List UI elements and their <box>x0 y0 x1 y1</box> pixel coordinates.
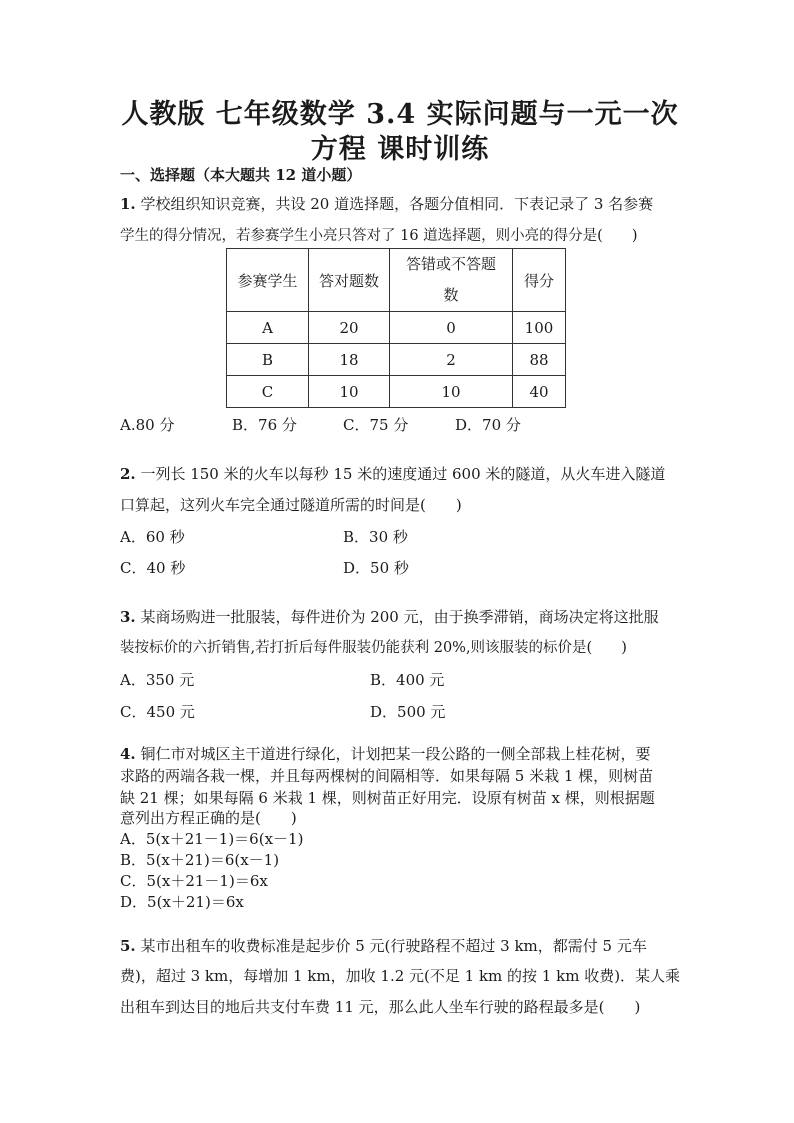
option-d: D．500 元 <box>370 703 446 721</box>
header-text: 答错或不答题 <box>405 255 496 273</box>
question-2-line-2: 口算起，这列火车完全通过隧道所需的时间是( ) <box>120 496 462 514</box>
question-number: 5. <box>120 937 136 955</box>
option-c: C．75 分 <box>343 416 409 434</box>
question-number: 1. <box>120 195 136 213</box>
question-4-line-3: 缺 21 棵；如果每隔 6 米栽 1 棵，则树苗正好用完．设原有树苗 x 棵，则根据题 <box>120 789 655 807</box>
table-header-row <box>227 249 566 312</box>
question-text: 某商场购进一批服装，每件进价为 200 元，由于换季滞销，商场决定将这批服 <box>140 608 659 626</box>
table-cell: 40 <box>513 376 566 408</box>
question-4-line-1 <box>120 744 650 764</box>
option-b: B．5(x＋21)＝6(x－1) <box>120 851 280 869</box>
option-a: A．60 秒 <box>120 528 185 546</box>
table-row <box>227 312 566 344</box>
option-a: A．5(x＋21－1)＝6(x－1) <box>120 830 304 848</box>
table-row <box>227 344 566 376</box>
question-text: 某市出租车的收费标准是起步价 5 元(行驶路程不超过 3 km，都需付 5 元车 <box>140 937 647 955</box>
table-cell: 18 <box>309 344 390 376</box>
question-5-line-1 <box>120 936 647 956</box>
option-c: C．40 秒 <box>120 559 186 577</box>
question-text: 一列长 150 米的火车以每秒 15 米的速度通过 600 米的隧道，从火车进入隧道 <box>140 465 666 483</box>
option-d: D．5(x＋21)＝6x <box>120 893 244 911</box>
question-1-line-1 <box>120 194 653 214</box>
table-cell: 10 <box>390 376 513 408</box>
header-text: 数 <box>443 286 459 304</box>
table-cell: A <box>227 312 309 344</box>
table-header-cell <box>390 249 513 312</box>
option-a: A.80 分 <box>120 416 175 434</box>
table-cell: B <box>227 344 309 376</box>
question-text: 学校组织知识竞赛，共设 20 道选择题，各题分值相同．下表记录了 3 名参赛 <box>140 195 654 213</box>
question-3-line-1 <box>120 607 659 627</box>
option-d: D．50 秒 <box>343 559 409 577</box>
question-4-line-2: 求路的两端各栽一棵，并且每两棵树的间隔相等．如果每隔 5 米栽 1 棵，则树苗 <box>120 767 654 785</box>
table-cell: 20 <box>309 312 390 344</box>
table-header-cell: 得分 <box>513 249 566 312</box>
section-heading: 一、选择题（本大题共 12 道小题） <box>120 166 362 184</box>
question-number: 2. <box>120 465 136 483</box>
table-header-cell: 答对题数 <box>309 249 390 312</box>
table-cell: C <box>227 376 309 408</box>
question-5-line-3: 出租车到达目的地后共支付车费 11 元，那么此人坐车行驶的路程最多是( ) <box>120 998 641 1016</box>
question-number: 4. <box>120 745 136 763</box>
option-b: B．76 分 <box>232 416 297 434</box>
question-number: 3. <box>120 608 136 626</box>
table-cell: 10 <box>309 376 390 408</box>
question-4-line-4: 意列出方程正确的是( ) <box>120 809 297 827</box>
table-header-cell: 参赛学生 <box>227 249 309 312</box>
table-cell: 2 <box>390 344 513 376</box>
option-c: C．5(x＋21－1)＝6x <box>120 872 268 890</box>
question-2-line-1 <box>120 464 665 484</box>
document-title-line-1: 人教版 七年级数学 3.4 实际问题与一元一次 <box>121 99 679 130</box>
option-d: D．70 分 <box>455 416 521 434</box>
question-3-line-2: 装按标价的六折销售,若打折后每件服装仍能获利 20%,则该服装的标价是( ) <box>120 640 627 656</box>
table-cell: 0 <box>390 312 513 344</box>
document-title-line-2: 方程 课时训练 <box>310 134 490 165</box>
question-5-line-2: 费)，超过 3 km，每增加 1 km，加收 1.2 元(不足 1 km 的按 1 km 收费)．某人乘 <box>120 967 681 985</box>
question-1-line-2: 学生的得分情况，若参赛学生小亮只答对了 16 道选择题，则小亮的得分是( ) <box>120 228 638 244</box>
table-cell: 88 <box>513 344 566 376</box>
option-a: A．350 元 <box>120 671 195 689</box>
score-table <box>226 248 566 408</box>
question-text: 铜仁市对城区主干道进行绿化，计划把某一段公路的一侧全部栽上桂花树，要 <box>140 745 651 763</box>
table-cell: 100 <box>513 312 566 344</box>
table-row <box>227 376 566 408</box>
option-c: C．450 元 <box>120 703 195 721</box>
option-b: B．400 元 <box>370 671 445 689</box>
option-b: B．30 秒 <box>343 528 408 546</box>
